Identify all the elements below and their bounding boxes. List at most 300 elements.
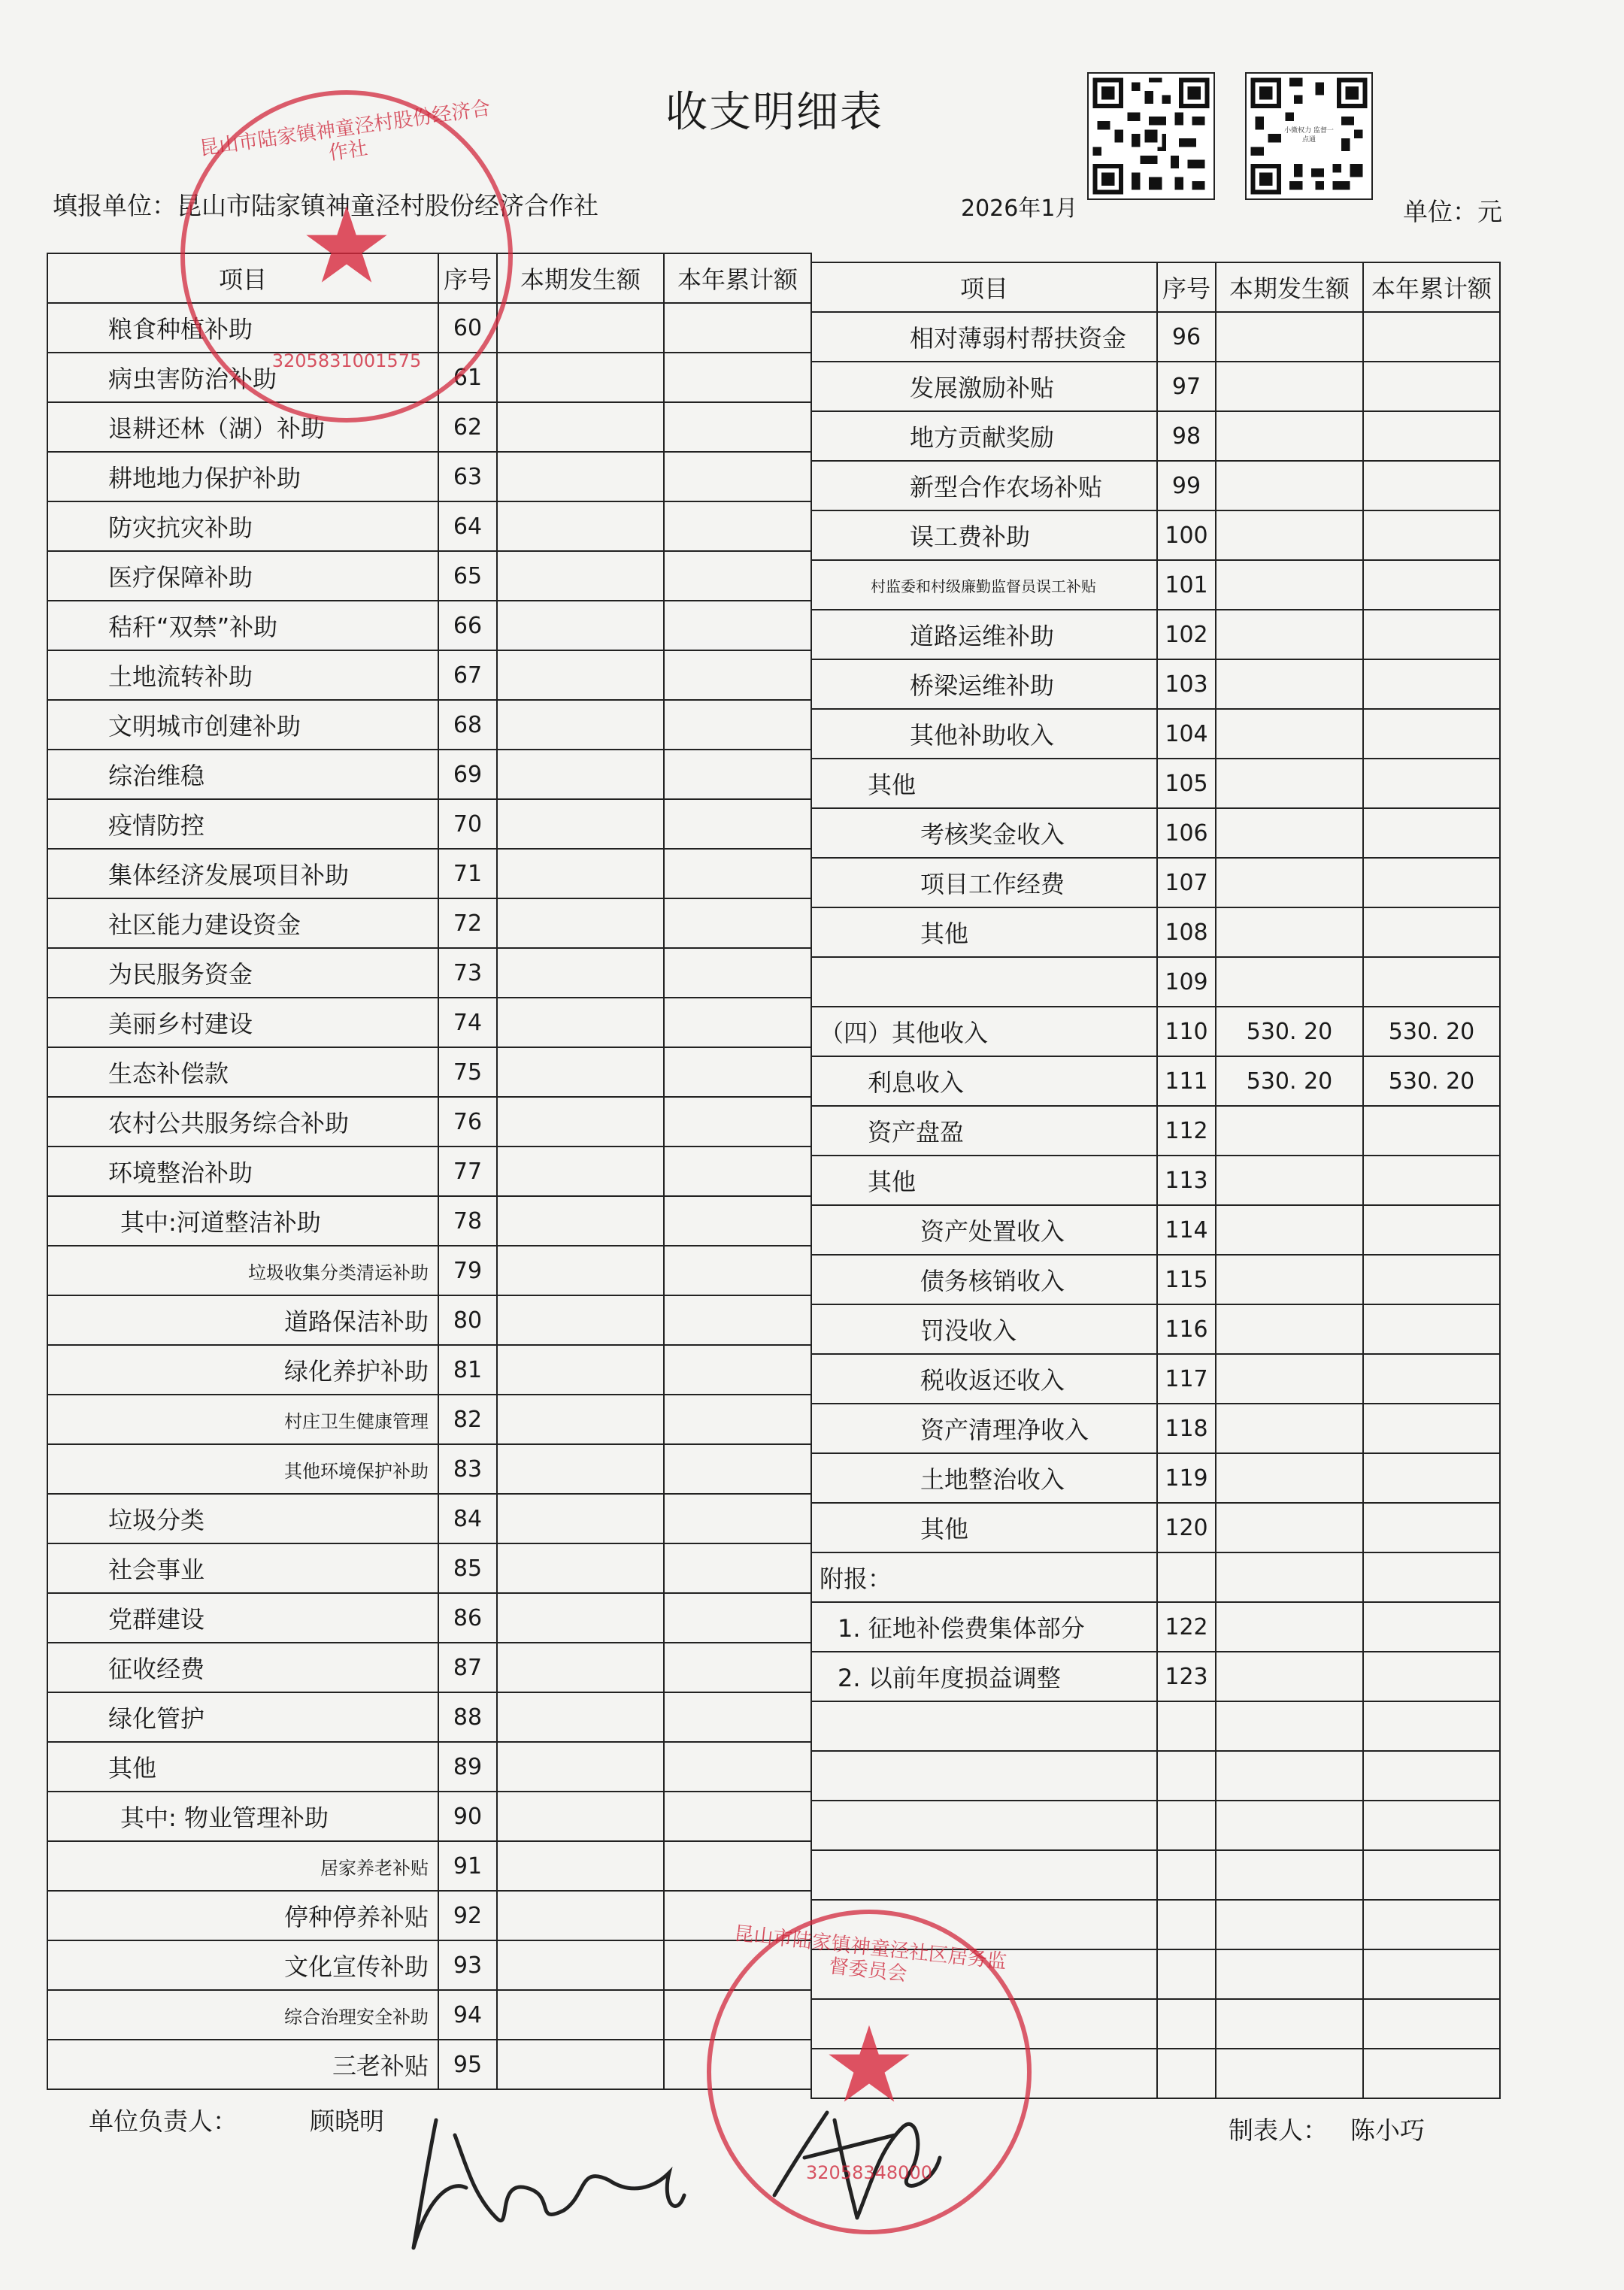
row-seq: 80 [438,1295,497,1345]
row-ytd-amount [664,1196,811,1246]
table-row [811,560,1500,610]
row-current-amount [1216,808,1363,858]
row-seq: 110 [1157,1007,1216,1056]
preparer-name: 陈小巧 [1350,2116,1425,2145]
filing-unit: 填报单位：昆山市陆家镇神童泾村股份经济合作社 [53,191,598,220]
row-seq: 72 [438,898,497,948]
table-row [811,957,1500,1007]
row-current-amount [497,1593,664,1643]
row-current-amount [1216,1552,1363,1602]
row-current-amount [497,1444,664,1494]
row-item-label: 居家养老补贴 [47,1841,438,1891]
row-ytd-amount [664,353,811,402]
table-row [47,1097,811,1147]
row-ytd-amount [1363,957,1500,1007]
row-current-amount [497,1891,664,1940]
table-row [811,1255,1500,1304]
row-current-amount [497,1494,664,1543]
row-seq: 109 [1157,957,1216,1007]
table-row [811,1106,1500,1156]
row-current-amount [497,551,664,601]
row-seq [1157,1801,1216,1850]
row-current-amount [497,1692,664,1742]
col-header-item: 项目 [47,253,438,303]
row-ytd-amount [1363,1354,1500,1404]
col-header-ytd: 本年累计额 [664,253,811,303]
seal-text: 昆山市陆家镇神童泾社区居务监督委员会 [732,1922,1008,1986]
page-title: 收支明细表 [665,88,883,137]
table-row [811,610,1500,659]
row-item-label: 村监委和村级廉勤监督员误工补贴 [811,560,1157,610]
col-header-item: 项目 [811,262,1157,312]
currency-unit: 单位：元 [1403,197,1502,226]
row-seq: 123 [1157,1652,1216,1701]
row-seq: 63 [438,452,497,501]
preparer-label: 制表人： [1229,2116,1328,2145]
table-row [47,1841,811,1891]
row-seq: 103 [1157,659,1216,709]
row-ytd-amount [1363,411,1500,461]
row-current-amount [1216,1255,1363,1304]
row-current-amount [1216,907,1363,957]
row-ytd-amount [1363,1701,1500,1751]
row-current-amount [1216,411,1363,461]
table-row [811,808,1500,858]
row-item-label: 其他 [811,1156,1157,1205]
row-seq: 122 [1157,1602,1216,1652]
row-seq: 70 [438,799,497,849]
qr-caption: 小微权力 监督一点通 [1284,127,1334,144]
row-current-amount [497,1246,664,1295]
table-row [811,1751,1500,1801]
row-current-amount [1216,709,1363,759]
row-item-label: 病虫害防治补助 [47,353,438,402]
row-item-label: 资产盘盈 [811,1106,1157,1156]
table-row [47,650,811,700]
row-seq: 89 [438,1742,497,1792]
row-item-label: （四）其他收入 [811,1007,1157,1056]
row-seq: 82 [438,1395,497,1444]
table-row [47,948,811,998]
row-seq: 79 [438,1246,497,1295]
row-ytd-amount: 530. 20 [1363,1007,1500,1056]
table-row [811,659,1500,709]
table-row [811,709,1500,759]
row-item-label: 2. 以前年度损益调整 [811,1652,1157,1701]
company-seal [180,90,513,423]
row-item-label [811,1701,1157,1751]
row-seq: 88 [438,1692,497,1742]
row-current-amount [497,601,664,650]
committee-seal [707,1910,1032,2234]
col-header-current: 本期发生额 [497,253,664,303]
table-row [811,1652,1500,1701]
row-seq: 112 [1157,1106,1216,1156]
row-item-label: 集体经济发展项目补助 [47,849,438,898]
row-seq: 104 [1157,709,1216,759]
row-ytd-amount [664,1742,811,1792]
row-seq [1157,1999,1216,2049]
row-item-label: 新型合作农场补贴 [811,461,1157,510]
row-ytd-amount [1363,808,1500,858]
row-item-label: 相对薄弱村帮扶资金 [811,312,1157,362]
row-current-amount [497,1295,664,1345]
row-current-amount [497,1643,664,1692]
row-current-amount [1216,1949,1363,1999]
table-row [811,1701,1500,1751]
row-item-label [811,1801,1157,1850]
row-seq: 114 [1157,1205,1216,1255]
row-ytd-amount [1363,1652,1500,1701]
table-row [811,1503,1500,1552]
table-row [47,1047,811,1097]
table-row [811,1205,1500,1255]
row-seq: 61 [438,353,497,402]
row-item-label: 桥梁运维补助 [811,659,1157,709]
row-seq: 68 [438,700,497,750]
row-current-amount [497,948,664,998]
table-row [47,551,811,601]
table-row [811,858,1500,907]
row-ytd-amount [1363,2049,1500,2098]
row-seq: 94 [438,1990,497,2040]
row-current-amount [1216,1701,1363,1751]
row-ytd-amount [1363,759,1500,808]
table-header-row [811,262,1500,312]
table-row [811,1552,1500,1602]
table-row [47,750,811,799]
row-seq: 64 [438,501,497,551]
table-row [811,362,1500,411]
row-ytd-amount: 530. 20 [1363,1056,1500,1106]
col-header-seq: 序号 [438,253,497,303]
row-ytd-amount [1363,1503,1500,1552]
row-item-label: 债务核销收入 [811,1255,1157,1304]
row-item-label: 绿化管护 [47,1692,438,1742]
row-current-amount [1216,1106,1363,1156]
row-seq: 67 [438,650,497,700]
table-row [811,1304,1500,1354]
row-current-amount [497,402,664,452]
row-item-label: 三老补贴 [47,2040,438,2089]
row-current-amount [1216,461,1363,510]
row-current-amount [1216,1503,1363,1552]
table-row [811,411,1500,461]
row-ytd-amount [1363,659,1500,709]
table-row [47,799,811,849]
star-icon: ★ [822,2004,917,2127]
row-item-label: 附报： [811,1552,1157,1602]
row-item-label: 党群建设 [47,1593,438,1643]
row-ytd-amount [1363,1552,1500,1602]
table-row [811,461,1500,510]
row-item-label: 利息收入 [811,1056,1157,1106]
row-current-amount [497,1097,664,1147]
row-ytd-amount [1363,510,1500,560]
row-current-amount [1216,1205,1363,1255]
table-row [811,1602,1500,1652]
row-ytd-amount [664,303,811,353]
table-row [47,1742,811,1792]
row-item-label: 农村公共服务综合补助 [47,1097,438,1147]
table-row [47,1543,811,1593]
table-row [47,1792,811,1841]
row-ytd-amount [1363,1949,1500,1999]
row-item-label: 停种停养补贴 [47,1891,438,1940]
table-row [47,1295,811,1345]
row-item-label: 粮食种植补助 [47,303,438,353]
row-current-amount [497,1792,664,1841]
seal-code: 32058348000 [806,2162,932,2183]
table-row [811,1801,1500,1850]
table-row [811,1354,1500,1404]
table-row [811,907,1500,957]
row-ytd-amount [664,1246,811,1295]
row-item-label: 疫情防控 [47,799,438,849]
row-current-amount [1216,510,1363,560]
table-row [47,1494,811,1543]
row-item-label: 其中:河道整洁补助 [47,1196,438,1246]
row-current-amount [497,501,664,551]
row-ytd-amount [664,1643,811,1692]
row-item-label: 地方贡献奖励 [811,411,1157,461]
row-current-amount [497,1047,664,1097]
row-current-amount [497,303,664,353]
row-seq: 100 [1157,510,1216,560]
row-current-amount [497,898,664,948]
row-item-label: 征收经费 [47,1643,438,1692]
row-seq: 101 [1157,560,1216,610]
row-item-label: 垃圾收集分类清运补助 [47,1246,438,1295]
row-current-amount [1216,1156,1363,1205]
row-ytd-amount [664,1692,811,1742]
row-ytd-amount [664,948,811,998]
row-current-amount [1216,957,1363,1007]
row-ytd-amount [1363,709,1500,759]
row-item-label: 综治维稳 [47,750,438,799]
row-ytd-amount [664,1593,811,1643]
row-item-label: 垃圾分类 [47,1494,438,1543]
row-current-amount [497,998,664,1047]
row-seq: 106 [1157,808,1216,858]
row-item-label: 其他补助收入 [811,709,1157,759]
row-seq: 91 [438,1841,497,1891]
row-seq: 113 [1157,1156,1216,1205]
table-row [47,998,811,1047]
row-ytd-amount [664,898,811,948]
row-seq: 102 [1157,610,1216,659]
row-seq: 75 [438,1047,497,1097]
row-seq: 95 [438,2040,497,2089]
col-header-current: 本期发生额 [1216,262,1363,312]
row-seq: 92 [438,1891,497,1940]
row-current-amount [1216,1354,1363,1404]
row-current-amount [1216,1652,1363,1701]
row-item-label: 其中: 物业管理补助 [47,1792,438,1841]
table-row [811,510,1500,560]
table-row [811,1156,1500,1205]
row-seq [1157,1900,1216,1949]
table-row [47,1940,811,1990]
table-row [811,1056,1500,1106]
row-current-amount [1216,560,1363,610]
row-seq: 77 [438,1147,497,1196]
row-item-label: 美丽乡村建设 [47,998,438,1047]
row-item-label: 社区能力建设资金 [47,898,438,948]
qr-code-icon [1087,72,1215,200]
row-seq: 69 [438,750,497,799]
row-ytd-amount [1363,610,1500,659]
row-ytd-amount [1363,1453,1500,1503]
seal-text: 昆山市陆家镇神童泾村股份经济合作社 [198,97,492,165]
row-current-amount [1216,1751,1363,1801]
seal-code: 3205831001575 [271,350,422,371]
row-seq: 84 [438,1494,497,1543]
row-item-label: 考核奖金收入 [811,808,1157,858]
row-item-label: 道路运维补助 [811,610,1157,659]
col-header-ytd: 本年累计额 [1363,262,1500,312]
row-item-label: 其他 [47,1742,438,1792]
row-ytd-amount [664,650,811,700]
row-seq: 71 [438,849,497,898]
row-seq: 81 [438,1345,497,1395]
row-seq [1157,1850,1216,1900]
table-row [47,1246,811,1295]
table-row [47,700,811,750]
row-seq: 119 [1157,1453,1216,1503]
table-row [47,1593,811,1643]
row-seq: 66 [438,601,497,650]
row-ytd-amount [664,601,811,650]
row-ytd-amount [664,1395,811,1444]
row-item-label: 发展激励补贴 [811,362,1157,411]
row-ytd-amount [664,1543,811,1593]
row-seq: 78 [438,1196,497,1246]
star-icon: ★ [299,185,394,307]
table-row [47,601,811,650]
row-seq: 120 [1157,1503,1216,1552]
row-current-amount [1216,1404,1363,1453]
row-seq [1157,1552,1216,1602]
row-seq: 98 [1157,411,1216,461]
table-row [47,1692,811,1742]
row-seq: 73 [438,948,497,998]
row-item-label: 为民服务资金 [47,948,438,998]
row-ytd-amount [1363,1751,1500,1801]
row-seq: 90 [438,1792,497,1841]
row-item-label: 资产清理净收入 [811,1404,1157,1453]
row-seq: 117 [1157,1354,1216,1404]
row-ytd-amount [1363,560,1500,610]
table-row [47,402,811,452]
row-ytd-amount [1363,362,1500,411]
row-current-amount [497,750,664,799]
row-ytd-amount [1363,312,1500,362]
row-current-amount [497,452,664,501]
row-item-label: 防灾抗灾补助 [47,501,438,551]
row-current-amount [1216,1850,1363,1900]
row-ytd-amount [664,849,811,898]
table-row [47,1196,811,1246]
row-current-amount [1216,2049,1363,2098]
row-seq: 62 [438,402,497,452]
row-seq: 115 [1157,1255,1216,1304]
row-ytd-amount [1363,1106,1500,1156]
row-item-label: 退耕还林（湖）补助 [47,402,438,452]
row-item-label: 生态补偿款 [47,1047,438,1097]
table-row [47,1444,811,1494]
row-item-label: 综合治理安全补助 [47,1990,438,2040]
row-current-amount [497,1345,664,1395]
row-seq: 65 [438,551,497,601]
row-seq: 99 [1157,461,1216,510]
right-detail-table [810,262,1501,2099]
row-ytd-amount [1363,1801,1500,1850]
row-ytd-amount [664,551,811,601]
row-current-amount [1216,858,1363,907]
table-row [47,1891,811,1940]
table-row [811,1404,1500,1453]
row-ytd-amount [664,1147,811,1196]
row-seq: 108 [1157,907,1216,957]
row-current-amount [1216,1900,1363,1949]
row-current-amount [1216,1453,1363,1503]
row-item-label: 道路保洁补助 [47,1295,438,1345]
row-ytd-amount [1363,858,1500,907]
row-item-label: 绿化养护补助 [47,1345,438,1395]
row-ytd-amount [664,1494,811,1543]
row-ytd-amount [664,402,811,452]
col-header-seq: 序号 [1157,262,1216,312]
row-item-label: 其他 [811,907,1157,957]
row-current-amount [497,1940,664,1990]
row-ytd-amount [664,799,811,849]
row-current-amount [497,650,664,700]
row-ytd-amount [1363,907,1500,957]
row-current-amount [497,700,664,750]
row-current-amount: 530. 20 [1216,1007,1363,1056]
table-row [47,898,811,948]
table-row [811,312,1500,362]
row-ytd-amount [664,1345,811,1395]
row-item-label: 税收返还收入 [811,1354,1157,1404]
row-current-amount [1216,312,1363,362]
row-ytd-amount [664,1097,811,1147]
row-current-amount: 530. 20 [1216,1056,1363,1106]
row-item-label [811,1751,1157,1801]
row-ytd-amount [1363,1900,1500,1949]
row-ytd-amount [664,700,811,750]
row-seq [1157,1701,1216,1751]
table-row [47,452,811,501]
row-ytd-amount [1363,1602,1500,1652]
row-ytd-amount [664,1792,811,1841]
row-ytd-amount [1363,1999,1500,2049]
row-item-label: 土地整治收入 [811,1453,1157,1503]
row-seq: 76 [438,1097,497,1147]
row-item-label: 医疗保障补助 [47,551,438,601]
row-seq: 87 [438,1643,497,1692]
row-item-label [811,1850,1157,1900]
signature-leader [383,2075,699,2255]
left-detail-table [47,253,812,2090]
row-seq: 74 [438,998,497,1047]
row-current-amount [1216,1602,1363,1652]
table-row [811,1850,1500,1900]
row-seq: 83 [438,1444,497,1494]
row-item-label: 误工费补助 [811,510,1157,560]
report-period: 2026年1月 [961,195,1078,222]
